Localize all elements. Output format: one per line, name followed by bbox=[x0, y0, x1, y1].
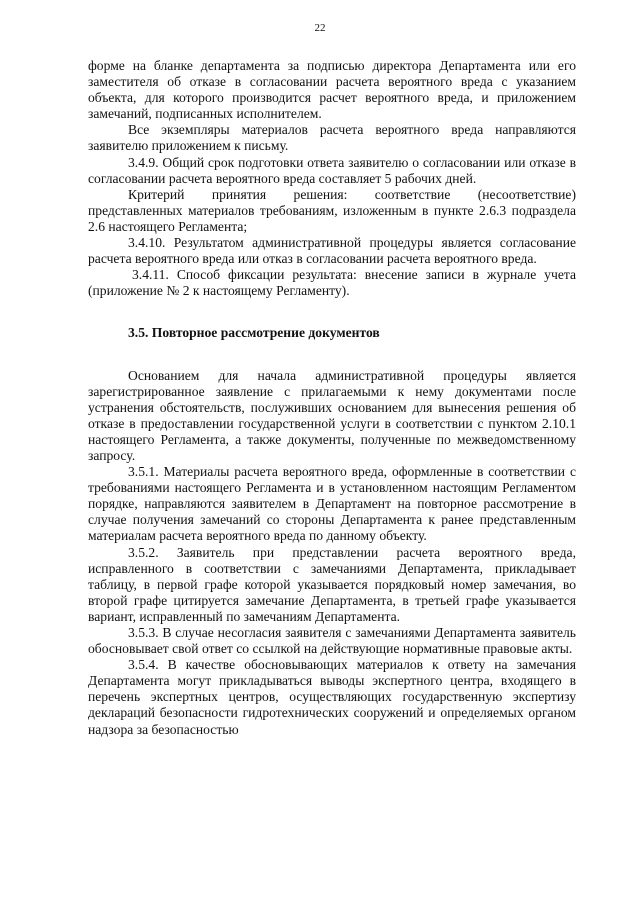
paragraph-3-4-10: 3.4.10. Результатом административной процедуры является согласование расчета вероятного вреда или отказ в согласовании расчета вероятного вреда. bbox=[88, 235, 576, 267]
page-number: 22 bbox=[314, 22, 326, 34]
section-heading: 3.5. Повторное рассмотрение документов bbox=[128, 325, 380, 341]
paragraph-3-5-3: 3.5.3. В случае несогласия заявителя с замечаниями Департамента заявитель обосновывает свой ответ со ссылкой на действующие нормативные правовые акты. bbox=[88, 625, 576, 657]
paragraph-3-4-9: 3.4.9. Общий срок подготовки ответа заявителю о согласовании или отказе в согласовании расчета вероятного вреда составляет 5 рабочих дней. bbox=[88, 154, 576, 186]
paragraph-continuation: форме на бланке департамента за подписью директора Департамента или его заместителя об отказе в согласовании расчета вероятного вреда с указанием объекта, для которого производится расчет вероятного вреда, и приложением замечаний, подписанных исполнителем. bbox=[88, 58, 576, 122]
paragraph-grounds: Основанием для начала административной процедуры является зарегистрированное заявление с прилагаемыми к нему документами после устранения обстоятельств, послуживших основанием для вынесения решения об отказе в предоставлении государственной услуги в соответствии с пунктом 2.10.1 настоящего Регламента, а также документы, полученные по межведомственному запросу. bbox=[88, 367, 576, 463]
paragraph-3-5-4: 3.5.4. В качестве обосновывающих материалов к ответу на замечания Департамента могут прикладываться выводы экспертного центра, входящего в перечень экспертных центров, осуществляющих государственную экспертизу деклараций безопасности гидротехнических сооружений и определяемых органом надзора за безопасностью bbox=[88, 657, 576, 737]
paragraph-3-4-11: 3.4.11. Способ фиксации результата: внесение записи в журнале учета (приложение № 2 к настоящему Регламенту). bbox=[88, 267, 576, 299]
paragraph-copies: Все экземпляры материалов расчета вероятного вреда направляются заявителю приложением к письму. bbox=[88, 122, 576, 154]
document-body bbox=[88, 58, 576, 738]
paragraph-criterion: Критерий принятия решения: соответствие (несоответствие) представленных материалов требованиям, изложенным в пункте 2.6.3 подраздела 2.6 настоящего Регламента; bbox=[88, 186, 576, 234]
paragraph-3-5-1: 3.5.1. Материалы расчета вероятного вреда, оформленные в соответствии с требованиями настоящего Регламента и в установленном настоящим Регламентом порядке, направляются заявителем в Департамент на повторное рассмотрение в случае получения замечаний со стороны Департамента к ранее представленным материалам расчета вероятного вреда по данному объекту. bbox=[88, 464, 576, 544]
paragraph-3-5-2: 3.5.2. Заявитель при представлении расчета вероятного вреда, исправленного в соответствии с замечаниями Департамента, прикладывает таблицу, в первой графе которой указывается порядковый номер замечания, во второй графе цитируется замечание Департамента, в третьей графе указывается вариант, исправленный по замечаниям Департамента. bbox=[88, 544, 576, 624]
